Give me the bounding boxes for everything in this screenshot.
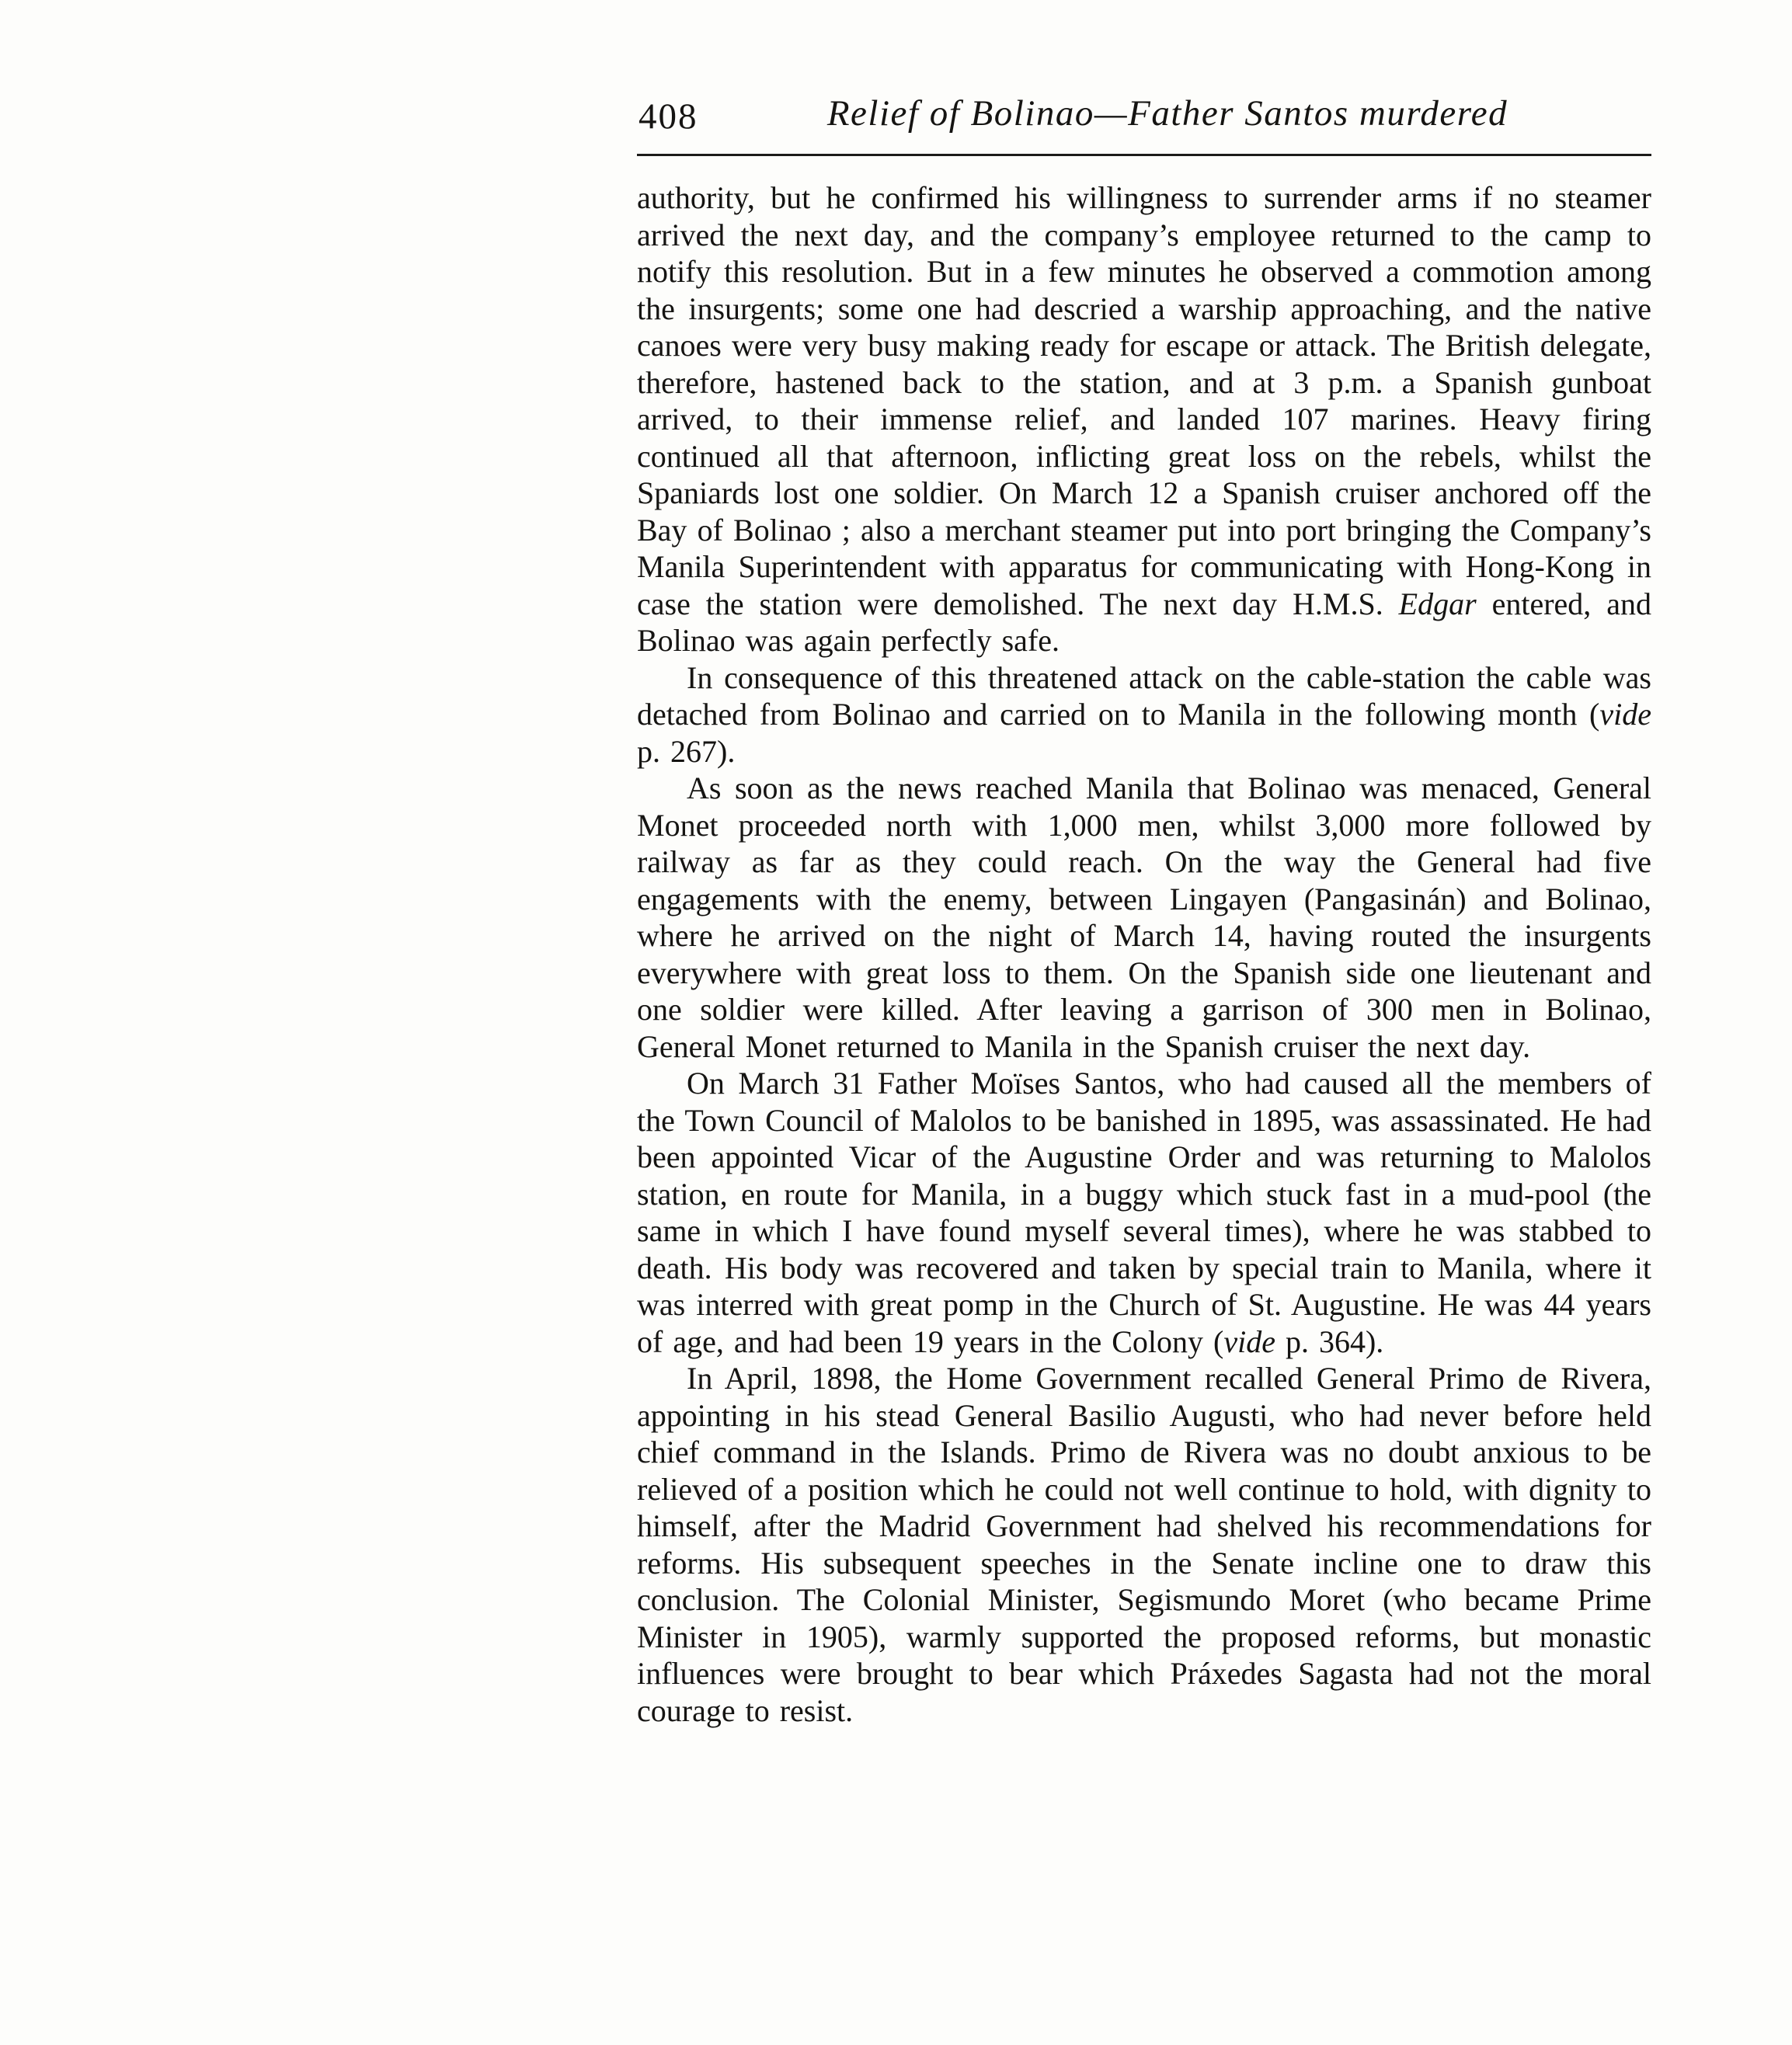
running-title: Relief of Bolinao—Father Santos murdered: [826, 93, 1508, 134]
italic-text: vide: [1223, 1323, 1275, 1359]
body-text-segment: p. 267).: [637, 733, 736, 769]
body-text-segment: entered, and Bolinao was again perfectly safe.: [637, 586, 1651, 658]
page-header: [637, 90, 1651, 148]
italic-text: vide: [1599, 697, 1651, 732]
paragraph: [637, 659, 1651, 770]
body-text-segment: authority, but he confirmed his willingness to surrender arms if no steamer arrived the next day, and the company’s employee returned to the camp to notify this resolution. But in a few minutes he observed a commotion among the insurgents; some one had descried a warship approaching, and the native canoes were very busy making ready for escape or attack. The British delegate, therefore, hastened back to the station, and at 3 p.m. a Spanish gunboat arrived, to their immense relief, and landed 107 marines. Heavy firing continued all that afternoon, inflicting great loss on the rebels, whilst the Spaniards lost one soldier. On March 12 a Spanish cruiser anchored off the Bay of Bolinao ; also a merchant steamer put into port bringing the Company’s Manila Superintendent with apparatus for communicating with Hong-Kong in case the station were demolished. The next day H.M.S.: [637, 180, 1651, 621]
header-rule: [637, 154, 1651, 156]
body-text: [637, 179, 1651, 1729]
body-text-segment: In April, 1898, the Home Government recalled General Primo de Rivera, appointing in his stead General Basilio Augusti, who had never before held chief command in the Islands. Primo de Rivera was no doubt anxious to be relieved of a position which he could not well continue to hold, with dignity to himself, after the Madrid Government had shelved his recommendations for reforms. His subsequent speeches in the Senate incline one to draw this conclusion. The Colonial Minister, Segismundo Moret (who became Prime Minister in 1905), warmly supported the proposed reforms, but monastic influences were brought to bear which Práxedes Sagasta had not the moral courage to resist.: [637, 1361, 1651, 1728]
body-text-segment: p. 364).: [1275, 1323, 1384, 1359]
paragraph: [637, 179, 1651, 659]
paragraph: [637, 1065, 1651, 1360]
italic-text: Edgar: [1398, 586, 1477, 621]
paragraph: [637, 1360, 1651, 1729]
body-text-segment: As soon as the news reached Manila that Bolinao was menaced, General Monet proceeded north with 1,000 men, whilst 3,000 more followed by railway as far as they could reach. On the way the General had five engagements with the enemy, between Lingayen (Pangasinán) and Bolinao, where he arrived on the night of March 14, having routed the insurgents everywhere with great loss to them. On the Spanish side one lieutenant and one soldier were killed. After leaving a garrison of 300 men in Bolinao, General Monet returned to Manila in the Spanish cruiser the next day.: [637, 770, 1651, 1064]
body-text-segment: In consequence of this threatened attack on the cable-station the cable was detached from Bolinao and carried on to Manila in the following month (: [637, 659, 1651, 732]
page-number: 408: [639, 96, 698, 137]
paragraph: [637, 770, 1651, 1065]
body-text-segment: On March 31 Father Moïses Santos, who had caused all the members of the Town Council of Malolos to be banished in 1895, was assassinated. He had been appointed Vicar of the Augustine Order and was returning to Malolos station, en route for Manila, in a buggy which stuck fast in a mud-pool (the same in which I have found myself several times), where he was stabbed to death. His body was recovered and taken by special train to Manila, where it was interred with great pomp in the Church of St. Augustine. He was 44 years of age, and had been 19 years in the Colony (: [637, 1066, 1651, 1359]
text-block: [637, 90, 1651, 1729]
